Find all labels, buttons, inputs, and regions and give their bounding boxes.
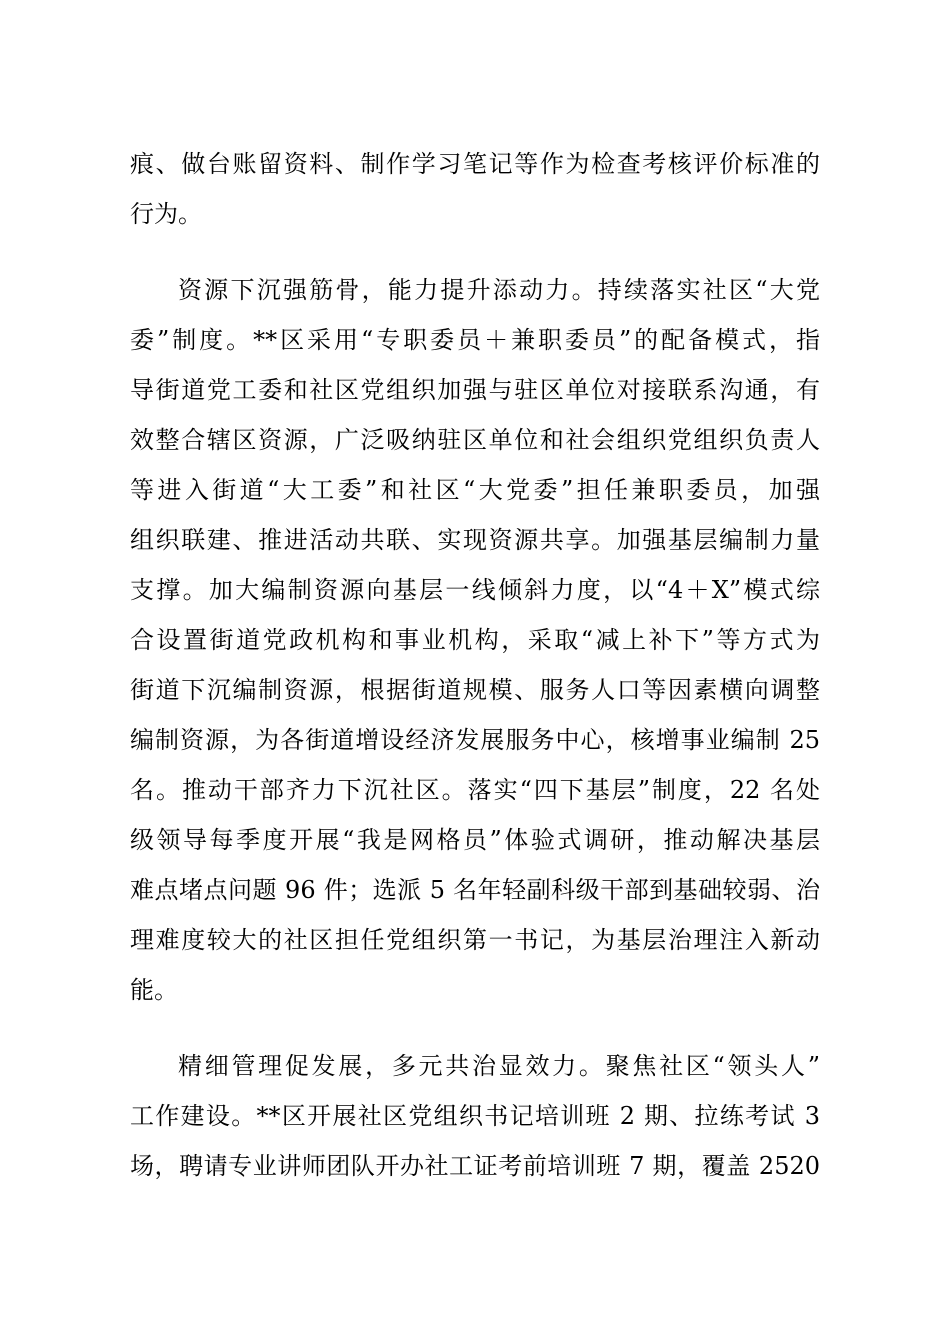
paragraph-2-line-9: 街道下沉编制资源，根据街道规模、服务人口等因素横向调整 <box>130 676 820 704</box>
paragraph-2-line-3: 导街道党工委和社区党组织加强与驻区单位对接联系沟通，有 <box>130 376 820 404</box>
paragraph-2-line-7: 支撑。加大编制资源向基层一线倾斜力度，以“4＋X”模式综 <box>130 576 820 604</box>
paragraph-2-line-2: 委”制度。**区采用“专职委员＋兼职委员”的配备模式，指 <box>130 326 820 354</box>
paragraph-1-line-1: 痕、做台账留资料、制作学习笔记等作为检查考核评价标准的 <box>130 150 820 178</box>
paragraph-2-line-5: 等进入街道“大工委”和社区“大党委”担任兼职委员，加强 <box>130 476 820 504</box>
paragraph-2-line-13: 难点堵点问题 96 件；选派 5 名年轻副科级干部到基础较弱、治 <box>130 876 820 904</box>
paragraph-2-line-10: 编制资源，为各街道增设经济发展服务中心，核增事业编制 25 <box>130 726 820 754</box>
paragraph-2-line-15: 能。 <box>130 976 178 1004</box>
paragraph-3-line-3: 场，聘请专业讲师团队开办社工证考前培训班 7 期，覆盖 2520 <box>130 1152 820 1180</box>
paragraph-2-line-12: 级领导每季度开展“我是网格员”体验式调研，推动解决基层 <box>130 826 820 854</box>
paragraph-2-line-6: 组织联建、推进活动共联、实现资源共享。加强基层编制力量 <box>130 526 820 554</box>
paragraph-3-line-1: 精细管理促发展，多元共治显效力。聚焦社区“领头人” <box>178 1052 820 1080</box>
paragraph-2-line-1: 资源下沉强筋骨，能力提升添动力。持续落实社区“大党 <box>178 276 820 304</box>
paragraph-2-line-14: 理难度较大的社区担任党组织第一书记，为基层治理注入新动 <box>130 926 820 954</box>
paragraph-3-line-2: 工作建设。**区开展社区党组织书记培训班 2 期、拉练考试 3 <box>130 1102 820 1130</box>
paragraph-2-line-11: 名。推动干部齐力下沉社区。落实“四下基层”制度，22 名处 <box>130 776 820 804</box>
paragraph-2-line-8: 合设置街道党政机构和事业机构，采取“减上补下”等方式为 <box>130 626 820 654</box>
paragraph-1-line-2: 行为。 <box>130 200 202 228</box>
paragraph-2-line-4: 效整合辖区资源，广泛吸纳驻区单位和社会组织党组织负责人 <box>130 426 820 454</box>
